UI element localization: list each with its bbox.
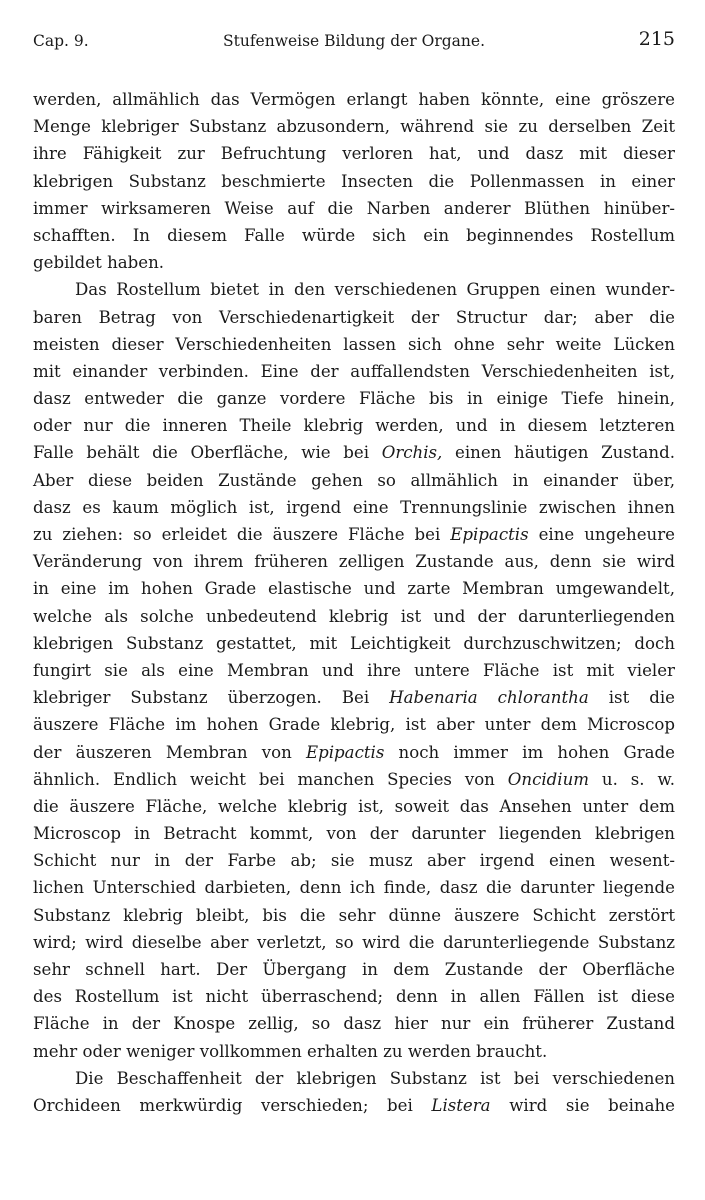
text-line	[33, 358, 675, 385]
text-segment: gebildet haben.	[33, 253, 165, 273]
text-line	[33, 494, 675, 521]
text-segment: welche als solche unbedeutend klebrig ist und der darunterliegenden	[33, 606, 675, 626]
text-line	[33, 739, 675, 766]
text-line	[33, 575, 675, 602]
text-segment: Substanz klebrig bleibt, bis die sehr dünne äuszere Schicht zerstört	[33, 905, 675, 925]
text-segment: mehr oder weniger vollkommen erhalten zu werden braucht.	[33, 1041, 548, 1061]
text-line	[33, 793, 675, 820]
text-segment: dasz entweder die ganze vordere Fläche bis in einige Tiefe hinein,	[33, 389, 675, 409]
text-line	[33, 1038, 675, 1065]
text-segment: des Rostellum ist nicht überraschend; denn in allen Fällen ist diese	[33, 987, 675, 1007]
text-segment: Das Rostellum bietet in den verschiedenen Gruppen einen wunder-	[75, 280, 675, 300]
text-line	[33, 548, 675, 575]
text-line	[33, 222, 675, 249]
text-line	[33, 1092, 675, 1119]
text-segment: Schicht nur in der Farbe ab; sie musz aber irgend einen wesent-	[33, 851, 675, 871]
paragraph	[33, 86, 675, 276]
text-line	[33, 439, 675, 466]
text-segment: Orchideen merkwürdig verschieden; bei	[33, 1095, 432, 1115]
text-line	[33, 140, 675, 167]
text-segment: in eine im hohen Grade elastische und zarte Membran umgewandelt,	[33, 579, 675, 599]
text-segment: Aber diese beiden Zustände gehen so allmählich in einander über,	[33, 470, 675, 490]
text-segment: klebrigen Substanz beschmierte Insecten die Pollenmassen in einer	[33, 171, 675, 191]
paragraph	[33, 1065, 675, 1119]
italic-term: Listera	[431, 1095, 491, 1115]
text-segment: klebriger Substanz überzogen. Bei	[33, 688, 390, 708]
text-line	[33, 195, 675, 222]
text-segment: klebrigen Substanz gestattet, mit Leichtigkeit durchzuschwitzen; doch	[33, 633, 675, 653]
running-title: Stufenweise Bildung der Organe.	[222, 32, 485, 50]
text-segment: einen häutigen Zustand.	[442, 443, 675, 463]
text-segment: Fläche in der Knospe zellig, so dasz hier nur ein früherer Zustand	[33, 1014, 675, 1034]
text-segment: oder nur die inneren Theile klebrig werden, und in diesem letzteren	[33, 416, 675, 436]
text-line	[33, 684, 675, 711]
text-line	[33, 820, 675, 847]
text-segment: äuszere Fläche im hohen Grade klebrig, ist aber unter dem Microscop	[33, 715, 675, 735]
text-segment: werden, allmählich das Vermögen erlangt haben könnte, eine gröszere	[33, 90, 675, 109]
text-line	[33, 847, 675, 874]
text-line	[33, 304, 675, 331]
text-line	[33, 331, 675, 358]
text-segment: sehr schnell hart. Der Übergang in dem Zustande der Oberfläche	[33, 960, 675, 979]
text-segment: die äuszere Fläche, welche klebrig ist, soweit das Ansehen unter dem	[33, 796, 675, 816]
running-header	[33, 28, 675, 56]
text-segment: dasz es kaum möglich ist, irgend eine Trennungslinie zwischen ihnen	[33, 497, 675, 517]
text-segment: mit einander verbinden. Eine der auffallendsten Verschiedenheiten ist,	[33, 361, 675, 381]
text-line	[33, 1065, 675, 1092]
text-segment: zu ziehen: so erleidet die äuszere Fläche bei	[33, 525, 451, 544]
paragraph	[33, 276, 675, 1064]
text-line	[33, 249, 675, 276]
text-line	[33, 467, 675, 494]
text-line	[33, 521, 675, 548]
text-segment: Falle behält die Oberfläche, wie bei	[33, 443, 382, 463]
text-segment: Veränderung von ihrem früheren zelligen Zustande aus, denn sie wird	[33, 552, 675, 572]
text-line	[33, 168, 675, 195]
text-segment: Microscop in Betracht kommt, von der darunter liegenden klebrigen	[33, 824, 675, 844]
text-line	[33, 657, 675, 684]
chapter-label: Cap. 9.	[33, 32, 89, 50]
text-line	[33, 956, 675, 983]
italic-term: Habenaria chlorantha	[389, 688, 589, 708]
text-line	[33, 385, 675, 412]
text-line	[33, 603, 675, 630]
text-line	[33, 630, 675, 657]
text-segment: lichen Unterschied darbieten, denn ich finde, dasz die darunter liegende	[33, 878, 675, 898]
text-line	[33, 766, 675, 793]
italic-term: Oncidium	[507, 769, 590, 789]
text-segment: Die Beschaffenheit der klebrigen Substanz ist bei verschiedenen	[75, 1068, 675, 1088]
text-segment: eine ungeheure	[528, 525, 675, 544]
italic-term: Epipactis	[306, 742, 385, 762]
text-line	[33, 874, 675, 901]
text-line	[33, 711, 675, 738]
text-segment: ähnlich. Endlich weicht bei manchen Species von	[33, 769, 508, 789]
text-segment: meisten dieser Verschiedenheiten lassen sich ohne sehr weite Lücken	[33, 334, 675, 354]
text-segment: baren Betrag von Verschiedenartigkeit der Structur dar; aber die	[33, 307, 675, 327]
text-line	[33, 983, 675, 1010]
text-segment: schafften. In diesem Falle würde sich ein beginnendes Rostellum	[33, 225, 675, 245]
body-text	[33, 86, 675, 1119]
text-line	[33, 113, 675, 140]
text-segment: ist die	[588, 688, 675, 708]
page-number: 215	[638, 28, 675, 50]
italic-term: Epipactis	[450, 525, 529, 544]
text-line	[33, 276, 675, 303]
text-line	[33, 412, 675, 439]
text-segment: immer wirksameren Weise auf die Narben anderer Blüthen hinüber-	[33, 198, 675, 218]
text-segment: u. s. w.	[589, 769, 675, 789]
text-line	[33, 902, 675, 929]
text-segment: noch immer im hohen Grade	[384, 742, 675, 762]
text-line	[33, 929, 675, 956]
italic-term: Orchis,	[381, 443, 443, 463]
text-segment: wird; wird dieselbe aber verletzt, so wird die darunterliegende Substanz	[33, 932, 675, 952]
text-segment: der äuszeren Membran von	[33, 742, 307, 762]
text-segment: wird sie beinahe	[490, 1095, 675, 1115]
text-segment: ihre Fähigkeit zur Befruchtung verloren hat, und dasz mit dieser	[33, 144, 675, 164]
text-segment: Menge klebriger Substanz abzusondern, während sie zu derselben Zeit	[33, 117, 675, 137]
text-line	[33, 86, 675, 113]
book-page	[33, 28, 675, 1119]
text-line	[33, 1010, 675, 1037]
text-segment: fungirt sie als eine Membran und ihre untere Fläche ist mit vieler	[33, 660, 675, 680]
